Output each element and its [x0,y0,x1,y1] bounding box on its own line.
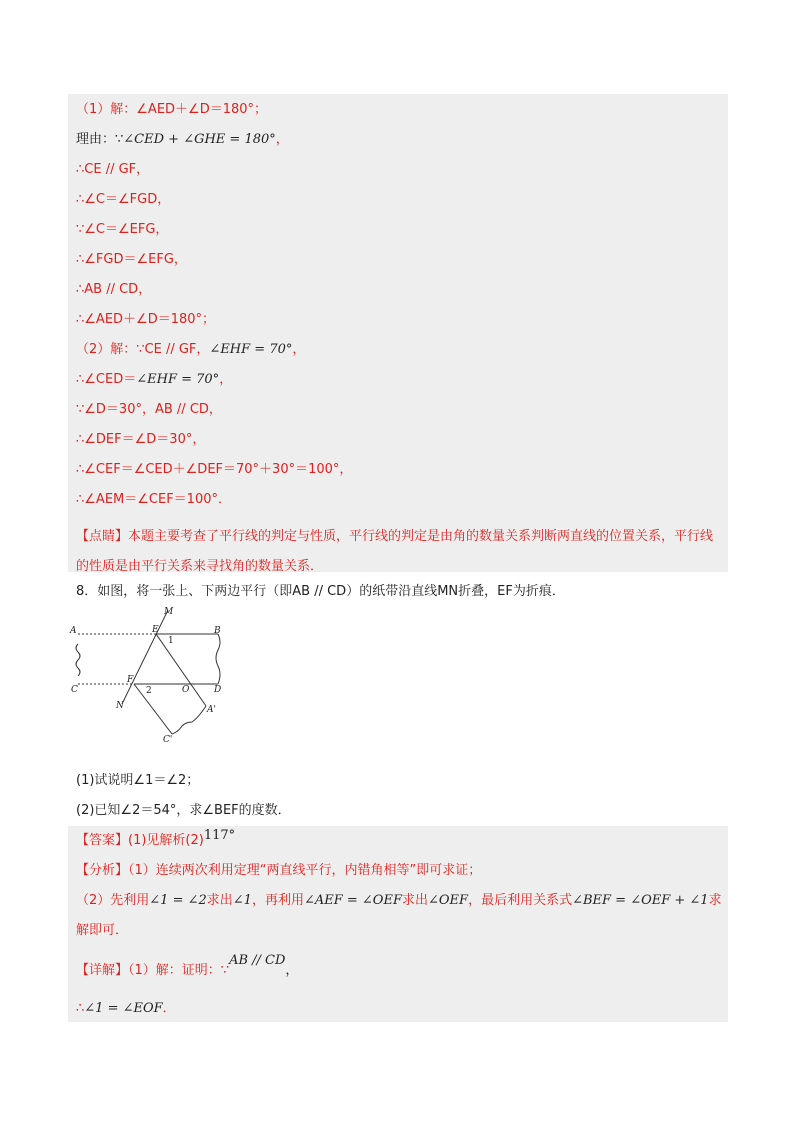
analysis-math-5: ∠BEF = ∠OEF + ∠1 [572,893,709,908]
solution-text: ∴∠CED＝ [76,372,137,387]
label-N: N [116,701,124,711]
detail-last-math: ∠1 = ∠EOF [84,1001,163,1016]
solution-math: ∠EHF = 70° [209,342,293,357]
question-part-1: (1)试说明∠1＝∠2； [76,773,200,788]
solution-text-post: ∠AED＋∠D＝180°； [136,102,268,117]
solution-text-post: ， [292,342,306,357]
label-A-prime: A' [207,705,216,715]
solution-line [76,431,205,449]
question-part-2: (2)已知∠2＝54°，求∠BEF的度数． [76,803,291,818]
label-D: D [214,685,222,695]
detail-line-2 [76,1000,176,1018]
solution-math: ∠EHF = 70° [136,372,220,387]
solution-line [76,131,289,149]
label-1: 1 [168,636,174,646]
solution-line [76,491,231,509]
label-C: C [71,685,78,695]
solution-text: ∵∠C＝∠EFG， [76,222,169,237]
detail-text: （1）解：证明：∵ [128,963,230,978]
comment-text: 本题主要考查了平行线的判定与性质，平行线的判定是由角的数量关系判断两直线的位置关系，平行线的性质是由平行关系来寻找角的数量关系． [76,529,714,574]
fold-figure [66,606,246,746]
solution-line [76,371,232,389]
label-M: M [164,607,174,617]
label-E: E [152,625,159,635]
label-C-prime: C' [163,735,173,745]
solution-text: ∴∠FGD＝∠EFG， [76,252,187,267]
detail-last-pre: ∴ [76,1001,85,1016]
analysis-math-3: ∠AEF = ∠OEF [303,893,402,908]
label-2: 2 [146,686,152,696]
solution-text-post: ， [275,132,289,147]
detail-tag: 【详解】 [76,963,129,978]
solution-text-post: ， [219,372,233,387]
solution-line [76,221,168,239]
solution-text: ∴∠AEM＝∠CEF＝100°． [76,492,231,507]
answer-text: (1)见解析(2) [128,833,204,848]
solution-line [76,161,149,179]
solution-line [76,281,151,299]
analysis-line1: （1）连续两次利用定理“两直线平行，内错角相等”即可求证； [128,863,482,878]
question-stem: 8．如图，将一张上、下两边平行（即AB // CD）的纸带沿直线MN折叠，EF为折痕． [76,584,565,599]
analysis-tag: 【分析】 [76,863,129,878]
solution-line [76,461,352,479]
solution-line [76,401,222,419]
solution-text: ∴∠C＝∠FGD， [76,192,171,207]
label-O: O [182,685,190,695]
analysis-line-2 [76,892,722,910]
analysis-math-2: ∠1 [232,893,252,908]
solution-text: （2）解：∵CE // GF， [76,342,210,357]
solution-text: （1）解： [76,102,137,117]
analysis-text-f: 求 [708,893,722,908]
fold-edge-F-C2 [134,684,172,734]
detail-math: AB // CD [229,953,286,968]
answer-tag: 【答案】 [76,833,129,848]
analysis-text-d: 求出 [401,893,428,908]
solution-text: ∴∠AED＋∠D＝180°； [76,312,216,327]
solution-text: ∴∠DEF＝∠D＝30°， [76,432,206,447]
analysis-text-b: 求出 [206,893,233,908]
left-wavy-edge [76,644,80,676]
solution-line [76,191,170,209]
solution-text: ∵∠D＝30°，AB // CD， [76,402,222,417]
analysis-math-1: ∠1 = ∠2 [149,893,207,908]
label-A: A [70,626,77,636]
analysis-line-3: 解即可． [76,923,129,938]
detail-line-1 [76,953,299,980]
analysis-text-c: ，再利用 [251,893,304,908]
solution-line [76,101,267,119]
solution-text: ∴AB // CD， [76,282,152,297]
answer-background [68,826,728,1022]
label-B: B [214,626,221,636]
comment-line-1 [76,522,726,582]
analysis-text-a: （2）先利用 [76,893,150,908]
analysis-line-1 [76,862,481,880]
right-wavy-edge [216,634,220,684]
solution-line [76,341,305,359]
analysis-math-4: ∠OEF [428,893,469,908]
solution-line [76,311,215,329]
solution-text: ∴∠CEF＝∠CED＋∠DEF＝70°＋30°＝100°， [76,462,353,477]
solution-line [76,251,187,269]
solution-math: ∠CED + ∠GHE = 180° [123,132,276,147]
fold-edge-E-A2 [156,634,206,706]
solution-text: 理由：∵ [76,132,124,147]
comment-tag: 【点睛】 [76,529,129,544]
fold-line-MN [122,610,168,704]
answer-value: 117° [203,828,236,843]
folded-wavy-edge [172,706,206,734]
solution-text: ∴CE // GF， [76,162,150,177]
detail-last-post: ． [162,1001,176,1016]
label-F: F [127,675,134,685]
detail-post: ， [285,963,299,978]
analysis-text-e: ，最后利用关系式 [468,893,573,908]
answer-line [76,828,236,850]
